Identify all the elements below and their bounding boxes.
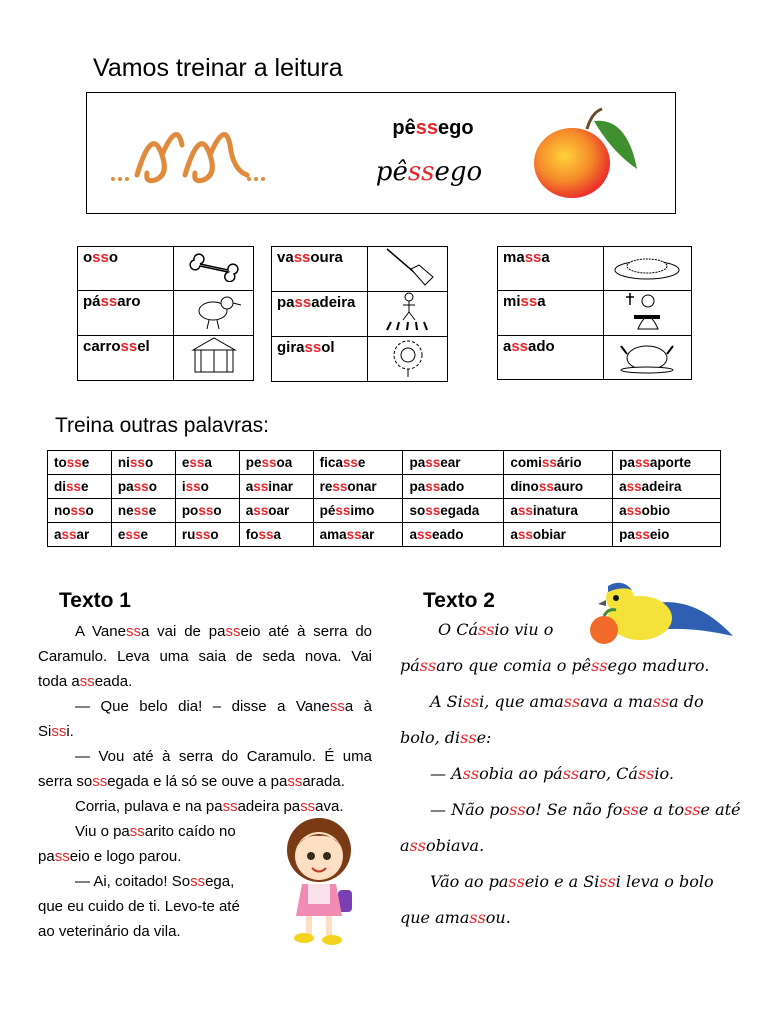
- highlight-ss: ss: [563, 692, 581, 711]
- grid-word: assobiar: [504, 523, 613, 547]
- highlight-ss: ss: [185, 479, 201, 494]
- word-row: [78, 336, 254, 381]
- word-table-3: [497, 246, 692, 380]
- highlight-ss: ss: [329, 698, 345, 715]
- texto1-line: passeio e logo parou.: [38, 848, 182, 865]
- highlight-ss: ss: [225, 623, 241, 640]
- highlight-ss: ss: [416, 527, 432, 542]
- word-cell: osso: [78, 247, 174, 291]
- highlight-ss: ss: [511, 338, 529, 355]
- grid-row: [48, 523, 721, 547]
- highlight-ss: ss: [509, 800, 526, 819]
- texto1-line: A Vanessa vai de passeio até à serra do: [75, 623, 373, 640]
- highlight-ss: ss: [133, 503, 149, 518]
- grid-word: tosse: [48, 451, 112, 475]
- grid-row: [48, 475, 721, 499]
- highlight-ss: ss: [189, 455, 205, 470]
- grid-word: passo: [111, 475, 175, 499]
- highlight-ss: ss: [335, 503, 351, 518]
- grid-word: amassar: [313, 523, 403, 547]
- highlight-ss: ss: [253, 503, 269, 518]
- hero-word: pêssego: [392, 117, 474, 139]
- highlight-ss: ss: [304, 339, 322, 356]
- highlight-ss: ss: [100, 293, 118, 310]
- broom-icon: [368, 247, 448, 292]
- highlight-ss: ss: [562, 764, 580, 783]
- texto2-line: O Cássio viu o: [438, 620, 554, 639]
- grid-word: ressonar: [313, 475, 403, 499]
- highlight-ss: ss: [425, 455, 441, 470]
- texto2-line: pássaro que comia o pêssego maduro.: [400, 656, 710, 675]
- highlight-ss: ss: [190, 873, 206, 890]
- highlight-ss: ss: [92, 773, 108, 790]
- highlight-ss: ss: [622, 800, 639, 819]
- sunflower-icon: [368, 337, 448, 382]
- word-row: [272, 247, 448, 292]
- highlight-ss: ss: [253, 479, 269, 494]
- texto1-line: Sissi.: [38, 723, 74, 740]
- grid-row: [48, 451, 721, 475]
- word-row: [272, 292, 448, 337]
- highlight-ss: ss: [524, 249, 542, 266]
- highlight-ss: ss: [222, 798, 238, 815]
- highlight-ss: ss: [66, 455, 82, 470]
- texto2-body: [400, 620, 741, 940]
- highlight-ss: ss: [120, 338, 138, 355]
- grid-word: dinossauro: [504, 475, 613, 499]
- highlight-ss: ss: [70, 503, 86, 518]
- highlight-ss: ss: [342, 455, 358, 470]
- word-cell: vassoura: [272, 247, 368, 292]
- word-row: [78, 247, 254, 291]
- word-row: [272, 337, 448, 382]
- grid-word: fossa: [239, 523, 313, 547]
- grid-word: ficasse: [313, 451, 403, 475]
- word-table-1: [77, 246, 254, 381]
- highlight-ss: ss: [517, 503, 533, 518]
- highlight-ss: ss: [469, 908, 486, 927]
- highlight-ss: ss: [294, 294, 312, 311]
- grid-word: passaporte: [613, 451, 721, 475]
- texto1-line: — Vou até à serra do Caramulo. É uma: [75, 748, 372, 765]
- grid-word: asseado: [403, 523, 504, 547]
- highlight-ss: ss: [637, 764, 655, 783]
- highlight-ss: ss: [51, 723, 67, 740]
- page-title: Vamos treinar a leitura: [93, 54, 343, 82]
- highlight-ss: ss: [332, 479, 348, 494]
- highlight-ss: ss: [634, 527, 650, 542]
- highlight-ss: ss: [626, 479, 642, 494]
- highlight-ss: ss: [477, 620, 495, 639]
- texto1-line: serra sossegada e lá só se ouve a passarada.: [38, 773, 345, 790]
- grid-word: disse: [48, 475, 112, 499]
- practice-word-grid: [47, 450, 721, 547]
- grid-word: assinar: [239, 475, 313, 499]
- highlight-ss: ss: [129, 823, 145, 840]
- grid-word: passear: [403, 451, 504, 475]
- word-row: [498, 291, 692, 336]
- texto2-line: — Assobia ao pássaro, Cássio.: [430, 764, 674, 783]
- texto1-line: que eu cuido de ti. Levo-te até: [38, 898, 240, 915]
- highlight-ss: ss: [652, 692, 670, 711]
- texto1-line: — Ai, coitado! Sossega,: [75, 873, 235, 890]
- highlight-ss: ss: [261, 455, 277, 470]
- ss-letters-graphic: [107, 115, 267, 195]
- grid-word: péssimo: [313, 499, 403, 523]
- texto2-heading: Texto 2: [423, 589, 495, 612]
- word-cell: carrossel: [78, 336, 174, 381]
- highlight-ss: ss: [460, 728, 477, 747]
- highlight-ss: ss: [66, 479, 82, 494]
- grid-word: assadeira: [613, 475, 721, 499]
- grid-word: assoar: [239, 499, 313, 523]
- highlight-ss: ss: [462, 692, 480, 711]
- highlight-ss: ss: [61, 527, 77, 542]
- highlight-ss: ss: [300, 798, 316, 815]
- highlight-ss: ss: [419, 656, 437, 675]
- girl-illustration: [278, 812, 360, 948]
- texto1-line: ao veterinário da vila.: [38, 923, 181, 940]
- hero-box: [86, 92, 676, 214]
- highlight-ss: ss: [415, 117, 439, 139]
- grid-word: sossegada: [403, 499, 504, 523]
- texto2-line: Vão ao passeio e a Sissi leva o bolo: [430, 872, 714, 891]
- bone-icon: [174, 247, 254, 291]
- highlight-ss: ss: [346, 527, 362, 542]
- highlight-ss: ss: [520, 293, 538, 310]
- word-cell: girassol: [272, 337, 368, 382]
- highlight-ss: ss: [125, 623, 141, 640]
- grid-word: passado: [403, 475, 504, 499]
- highlight-ss: ss: [626, 503, 642, 518]
- highlight-ss: ss: [684, 800, 701, 819]
- highlight-ss: ss: [125, 527, 141, 542]
- practice-subtitle: Treina outras palavras:: [55, 414, 269, 437]
- grid-word: russo: [175, 523, 239, 547]
- highlight-ss: ss: [287, 773, 303, 790]
- grid-word: assar: [48, 523, 112, 547]
- texto2-line: — Não posso! Se não fosse a tosse até: [430, 800, 741, 819]
- highlight-ss: ss: [293, 249, 311, 266]
- highlight-ss: ss: [541, 455, 557, 470]
- highlight-ss: ss: [409, 836, 426, 855]
- highlight-ss: ss: [462, 764, 480, 783]
- word-cell: passadeira: [272, 292, 368, 337]
- grid-word: assinatura: [504, 499, 613, 523]
- texto1-line: toda asseada.: [38, 673, 133, 690]
- texto1-heading: Texto 1: [59, 589, 131, 612]
- grid-word: posso: [175, 499, 239, 523]
- word-cell: pássaro: [78, 291, 174, 336]
- grid-word: comissário: [504, 451, 613, 475]
- word-row: [78, 291, 254, 336]
- grid-word: assobio: [613, 499, 721, 523]
- grid-word: esse: [111, 523, 175, 547]
- highlight-ss: ss: [591, 656, 608, 675]
- texto1-line: Viu o passarito caído no: [75, 823, 236, 840]
- grid-word: nesse: [111, 499, 175, 523]
- highlight-ss: ss: [133, 479, 149, 494]
- highlight-ss: ss: [195, 527, 211, 542]
- highlight-ss: ss: [538, 479, 554, 494]
- word-cell: missa: [498, 291, 604, 336]
- roast-chicken-icon: [603, 336, 691, 380]
- highlight-ss: ss: [92, 249, 109, 266]
- grid-word: isso: [175, 475, 239, 499]
- highlight-ss: ss: [129, 455, 145, 470]
- word-row: [498, 336, 692, 380]
- highlight-ss: ss: [407, 157, 435, 187]
- highlight-ss: ss: [634, 455, 650, 470]
- peach-icon: [532, 107, 642, 202]
- carousel-icon: [174, 336, 254, 381]
- word-cell: assado: [498, 336, 604, 380]
- word-cell: massa: [498, 247, 604, 291]
- grid-row: [48, 499, 721, 523]
- highlight-ss: ss: [508, 872, 525, 891]
- highlight-ss: ss: [79, 673, 95, 690]
- grid-word: passeio: [613, 523, 721, 547]
- grid-word: pessoa: [239, 451, 313, 475]
- grid-word: essa: [175, 451, 239, 475]
- texto2-line: que amassou.: [400, 908, 511, 927]
- highlight-ss: ss: [198, 503, 214, 518]
- word-row: [498, 247, 692, 291]
- word-table-2: [271, 246, 448, 382]
- grid-word: nosso: [48, 499, 112, 523]
- highlight-ss: ss: [517, 527, 533, 542]
- pasta-plate-icon: [603, 247, 691, 291]
- highlight-ss: ss: [599, 872, 616, 891]
- texto2-line: A Sissi, que amassava a massa do: [430, 692, 704, 711]
- priest-icon: [603, 291, 691, 336]
- highlight-ss: ss: [54, 848, 70, 865]
- bird-icon: [174, 291, 254, 336]
- texto2-line: bolo, disse:: [400, 728, 492, 747]
- highlight-ss: ss: [425, 503, 441, 518]
- texto1-line: — Que belo dia! – disse a Vanessa à: [75, 698, 372, 715]
- hero-word-cursive: pêssego: [375, 157, 483, 187]
- crosswalk-icon: [368, 292, 448, 337]
- highlight-ss: ss: [425, 479, 441, 494]
- texto1-line: Caramulo. Leva uma saia de seda nova. Vai: [38, 648, 372, 665]
- texto2-line: assobiava.: [400, 836, 485, 855]
- highlight-ss: ss: [258, 527, 274, 542]
- grid-word: nisso: [111, 451, 175, 475]
- texto1-line: Corria, pulava e na passadeira passava.: [75, 798, 344, 815]
